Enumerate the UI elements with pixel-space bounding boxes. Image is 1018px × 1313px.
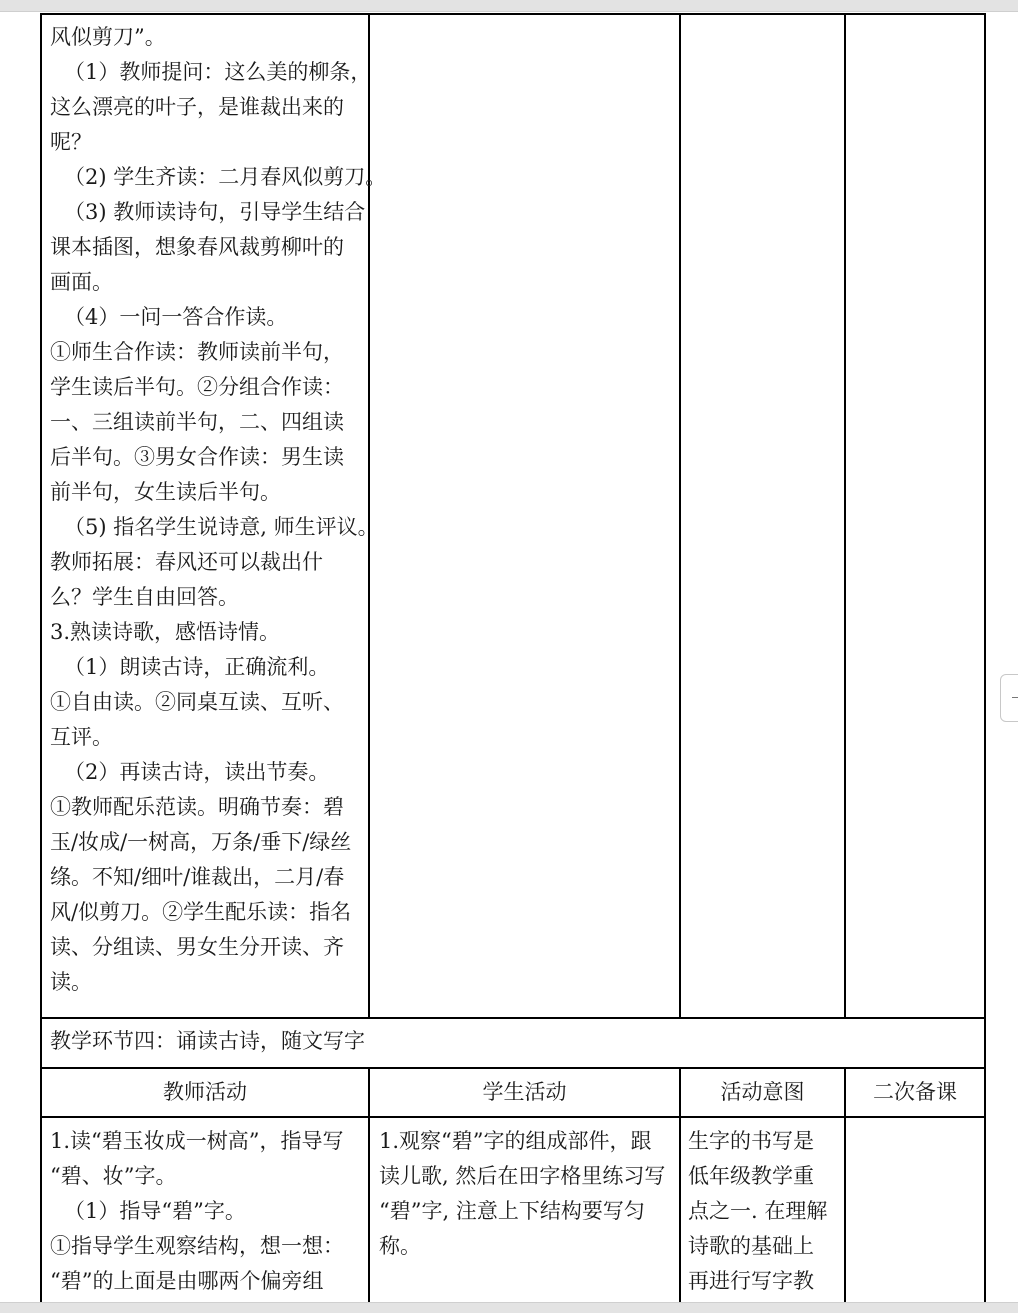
cell-line: （1）朗读古诗，正确流利。 bbox=[64, 655, 330, 679]
cell-line: 一、三组读前半句，二、四组读 bbox=[50, 410, 344, 434]
section-title-text: 教学环节四：诵读古诗，随文写字 bbox=[50, 1029, 365, 1053]
header-teacher-activity: 教师活动 bbox=[163, 1080, 247, 1104]
cell-line: ①指导学生观察结构，想一想： bbox=[50, 1234, 344, 1258]
cell-line: （4）一问一答合作读。 bbox=[64, 305, 288, 329]
cell-line: “碧、妆”字。 bbox=[50, 1164, 177, 1188]
cell-line: ①师生合作读：教师读前半句， bbox=[50, 340, 344, 364]
lower-teacher-cell bbox=[50, 1124, 366, 1299]
cell-line: 课本插图，想象春风裁剪柳叶的 bbox=[50, 235, 344, 259]
cell-line: ①自由读。②同桌互读、互听、 bbox=[50, 690, 344, 714]
cell-line: ①教师配乐范读。明确节奏：碧 bbox=[50, 795, 344, 819]
cell-line: 风似剪刀”。 bbox=[50, 25, 166, 49]
cell-line: 前半句，女生读后半句。 bbox=[50, 480, 281, 504]
cell-line: 称。 bbox=[379, 1234, 421, 1258]
lower-student-cell bbox=[379, 1124, 677, 1264]
cell-line: （1）指导“碧”字。 bbox=[64, 1199, 246, 1223]
cell-line: 3.熟读诗歌，感悟诗情。 bbox=[50, 620, 281, 644]
cell-line: 再进行写字教 bbox=[688, 1269, 814, 1293]
cell-line: （1）教师提问：这么美的柳条， bbox=[64, 60, 372, 84]
section-title bbox=[50, 1024, 970, 1059]
minus-icon bbox=[1012, 697, 1018, 698]
cell-line: 呢？ bbox=[50, 130, 92, 154]
cell-line: 读、分组读、男女生分开读、齐 bbox=[50, 935, 344, 959]
header-activity-intent: 活动意图 bbox=[720, 1080, 805, 1104]
cell-line: 读儿歌, 然后在田字格里练习写 bbox=[379, 1164, 666, 1188]
header-student-activity: 学生活动 bbox=[482, 1080, 567, 1104]
viewer-bottom-bar bbox=[0, 1302, 1018, 1313]
cell-line: “碧”的上面是由哪两个偏旁组 bbox=[50, 1269, 324, 1293]
cell-line: 诗歌的基础上 bbox=[688, 1234, 814, 1258]
column-rule bbox=[679, 13, 681, 1019]
side-expand-tab[interactable] bbox=[1000, 674, 1018, 722]
cell-line: （2）再读古诗，读出节奏。 bbox=[64, 760, 330, 784]
cell-line: 学生读后半句。②分组合作读： bbox=[50, 375, 344, 399]
cell-line: 绦。不知/细叶/谁裁出，二月/春 bbox=[50, 865, 345, 889]
column-rule bbox=[844, 13, 846, 1019]
cell-line: 玉/妆成/一树高，万条/垂下/绿丝 bbox=[50, 830, 352, 854]
lower-intent-cell bbox=[688, 1124, 842, 1299]
table-right-rule bbox=[984, 13, 986, 1302]
cell-line: （2) 学生齐读：二月春风似剪刀。 bbox=[64, 165, 387, 189]
cell-line: “碧”字, 注意上下结构要写匀 bbox=[379, 1199, 645, 1223]
cell-line: 读。 bbox=[50, 970, 92, 994]
upper-teacher-cell bbox=[50, 20, 387, 1000]
cell-line: 这么漂亮的叶子，是谁裁出来的 bbox=[50, 95, 344, 119]
cell-line: （3) 教师读诗句，引导学生结合 bbox=[64, 200, 366, 224]
viewer-top-bar bbox=[0, 0, 1018, 12]
cell-line: 1.读“碧玉妆成一树高”，指导写 bbox=[50, 1129, 344, 1153]
cell-line: （5) 指名学生说诗意, 师生评议。 bbox=[64, 515, 379, 539]
cell-line: 点之一. 在理解 bbox=[688, 1199, 828, 1223]
cell-line: 风/似剪刀。②学生配乐读：指名 bbox=[50, 900, 352, 924]
cell-line: 生字的书写是 bbox=[688, 1129, 814, 1153]
cell-line: 画面。 bbox=[50, 270, 113, 294]
cell-line: 1.观察“碧”字的组成部件，跟 bbox=[379, 1129, 652, 1153]
cell-line: 么？学生自由回答。 bbox=[50, 585, 239, 609]
cell-line: 低年级教学重 bbox=[688, 1164, 814, 1188]
header-second-prep: 二次备课 bbox=[873, 1080, 957, 1104]
cell-line: 互评。 bbox=[50, 725, 113, 749]
cell-line: 后半句。③男女合作读：男生读 bbox=[50, 445, 344, 469]
cell-line: 教师拓展：春风还可以裁出什 bbox=[50, 550, 323, 574]
